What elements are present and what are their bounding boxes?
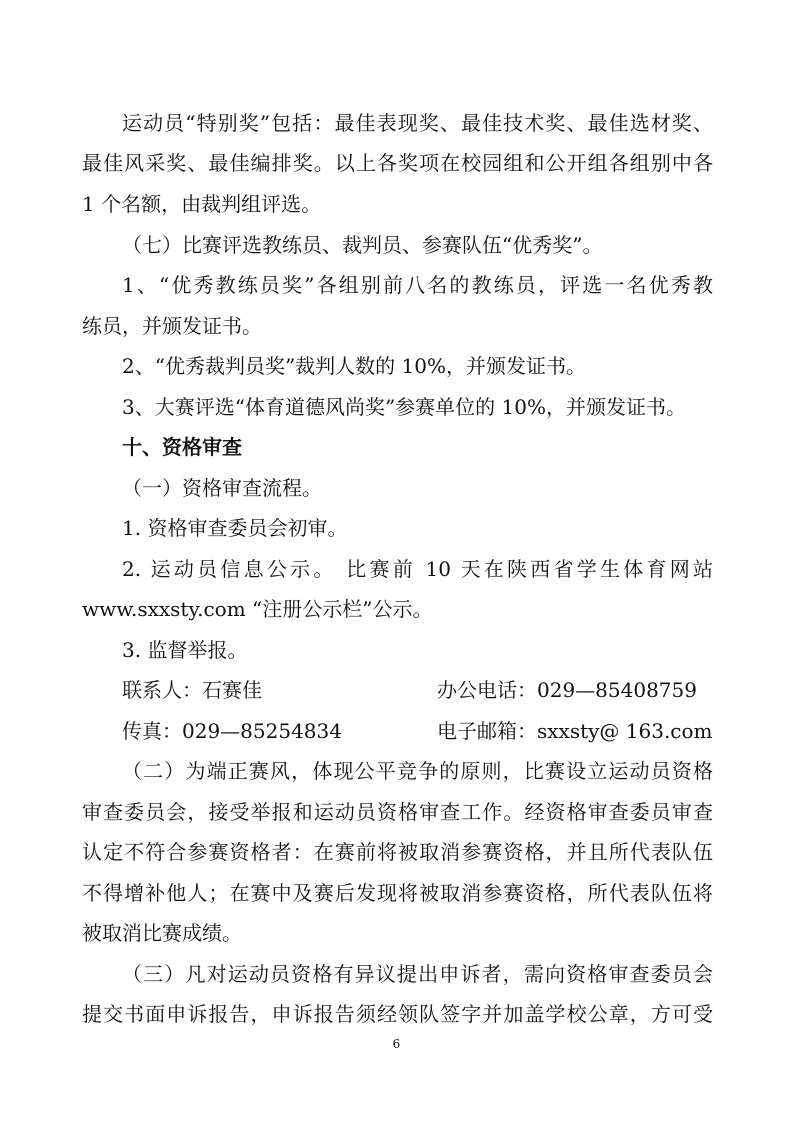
paragraph-line: 认定不符合参赛资格者：在赛前将被取消参赛资格，并且所代表队伍 [82, 840, 713, 864]
paragraph-line: 不得增补他人；在赛中及赛后发现将被取消参赛资格，所代表队伍将 [82, 881, 713, 905]
paragraph-line: 运动员“特别奖”包括：最佳表现奖、最佳技术奖、最佳选材奖、 [122, 111, 713, 135]
email-address: 电子邮箱：sxxsty@ 163.com [437, 719, 713, 743]
paragraph-line: 2、“优秀裁判员奖”裁判人数的 10%，并颁发证书。 [122, 354, 586, 378]
paragraph-line: 1、“优秀教练员奖”各组别前八名的教练员，评选一名优秀教 [122, 273, 713, 297]
paragraph-line: 提交书面申诉报告，申诉报告须经领队签字并加盖学校公章，方可受 [82, 1002, 713, 1026]
paragraph-line: （一）资格审查流程。 [122, 476, 322, 500]
section-heading: 十、资格审查 [122, 435, 242, 459]
paragraph-line: 练员，并颁发证书。 [82, 314, 262, 338]
paragraph-line: www.sxxsty.com “注册公示栏”公示。 [82, 597, 433, 621]
office-phone: 办公电话：029—85408759 [437, 678, 697, 702]
paragraph-line: 1. 资格审查委员会初审。 [122, 516, 348, 540]
contact-person: 联系人：石赛佳 [122, 678, 262, 702]
paragraph-line: 1 个名额，由裁判组评选。 [82, 192, 322, 216]
paragraph-line: 3、大赛评选“体育道德风尚奖”参赛单位的 10%，并颁发证书。 [122, 395, 686, 419]
paragraph-line: （三）凡对运动员资格有异议提出申诉者，需向资格审查委员会 [122, 962, 713, 986]
paragraph-line: 最佳风采奖、最佳编排奖。以上各奖项在校园组和公开组各组别中各 [82, 151, 713, 175]
paragraph-line: （二）为端正赛风，体现公平竞争的原则，比赛设立运动员资格 [122, 759, 713, 783]
paragraph-line: 被取消比赛成绩。 [82, 921, 242, 945]
paragraph-line: 审查委员会，接受举报和运动员资格审查工作。经资格审查委员审查 [82, 800, 713, 824]
paragraph-line: 2. 运动员信息公示。 比赛前 10 天在陕西省学生体育网站 [122, 557, 713, 581]
fax-number: 传真：029—85254834 [122, 719, 342, 743]
paragraph-line: （七）比赛评选教练员、裁判员、参赛队伍“优秀奖”。 [122, 233, 603, 257]
paragraph-line: 3. 监督举报。 [122, 638, 248, 662]
page-number: 6 [392, 1037, 401, 1051]
